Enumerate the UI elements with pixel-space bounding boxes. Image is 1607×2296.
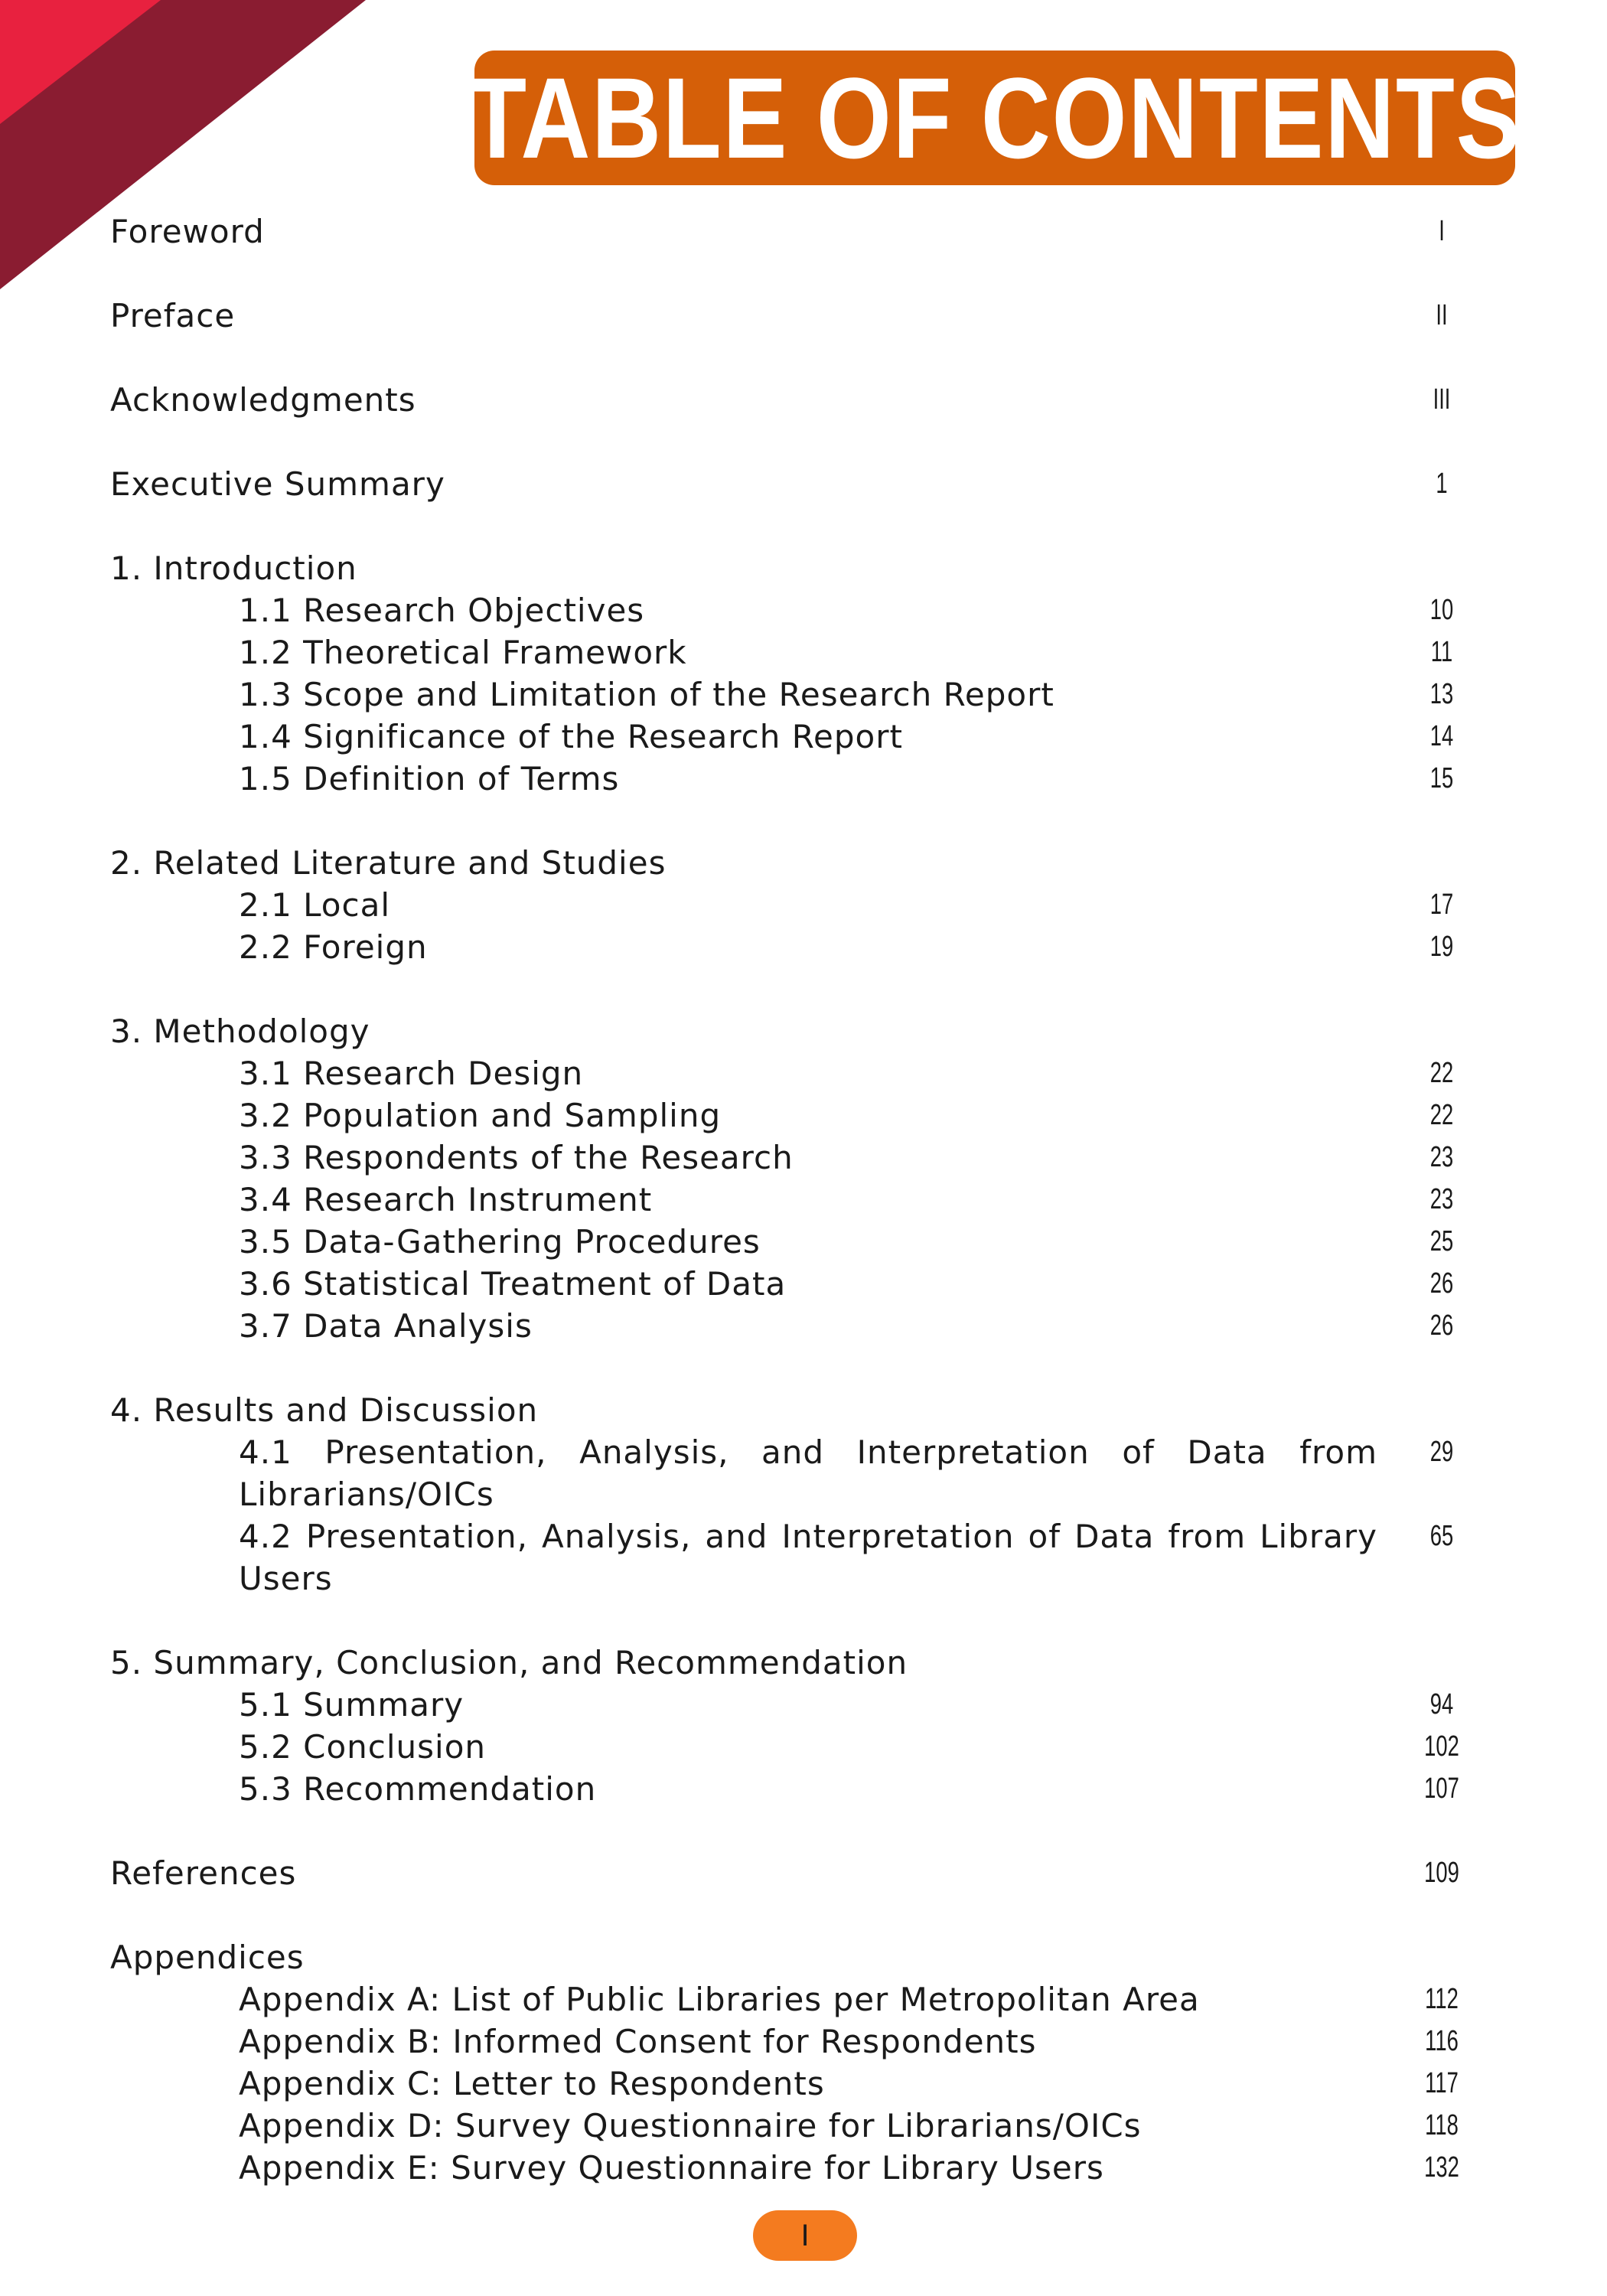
toc-subentry[interactable] [110, 673, 1488, 719]
toc-entry-label: 3.7 Data Analysis [239, 1307, 533, 1345]
toc-entry-label: 2.2 Foreign [239, 928, 428, 966]
toc-entry[interactable] [110, 1389, 1488, 1435]
toc-entry-label: 1. Introduction [110, 550, 357, 587]
toc-subentry[interactable] [110, 589, 1488, 635]
toc-entry-label: 5.3 Recommendation [239, 1770, 597, 1808]
toc-subentry[interactable] [110, 1978, 1488, 2024]
toc-entry-label: Appendices [110, 1939, 305, 1976]
toc-entry-label: 3.1 Research Design [239, 1055, 584, 1092]
toc-page-number: 1 [1436, 468, 1448, 500]
toc-entry-label: Appendix A: List of Public Libraries per Metropolitan Area [239, 1981, 1200, 2018]
toc-entry[interactable] [110, 379, 1488, 425]
toc-page-number: 14 [1429, 720, 1454, 752]
toc-page-number: I [1439, 215, 1445, 247]
toc-page-number: 10 [1429, 594, 1454, 626]
toc-subentry[interactable] [110, 1726, 1488, 1772]
toc-subentry[interactable] [110, 716, 1488, 762]
toc-subentry[interactable] [110, 2147, 1488, 2193]
toc-entry-label: 5.1 Summary [239, 1686, 464, 1724]
toc-page-number: 23 [1429, 1183, 1454, 1215]
toc-subentry[interactable] [110, 1515, 1488, 1600]
toc-page-number: 26 [1429, 1267, 1454, 1300]
toc-subentry[interactable] [110, 2063, 1488, 2108]
toc-entry-label: Executive Summary [110, 465, 445, 503]
toc-page-number: 25 [1429, 1225, 1454, 1257]
toc-entry-label: 5. Summary, Conclusion, and Recommendation [110, 1644, 908, 1681]
toc-entry[interactable] [110, 463, 1488, 509]
toc-entry[interactable] [110, 295, 1488, 341]
toc-entry-label: Acknowledgments [110, 381, 416, 419]
toc-subentry[interactable] [110, 1263, 1488, 1309]
toc-entry[interactable] [110, 1852, 1488, 1898]
toc-entry-label: 4. Results and Discussion [110, 1391, 539, 1429]
toc-page-number: 117 [1425, 2067, 1459, 2099]
toc-subentry[interactable] [110, 1431, 1488, 1515]
toc-subentry[interactable] [110, 631, 1488, 677]
toc-entry-label: 2.1 Local [239, 886, 390, 924]
toc-entry-label: Appendix D: Survey Questionnaire for Librarians/OICs [239, 2107, 1142, 2144]
toc-entry[interactable] [110, 210, 1488, 256]
toc-page-number: 112 [1425, 1983, 1459, 2015]
toc-entry-label: 3. Methodology [110, 1013, 370, 1050]
toc-subentry[interactable] [110, 1179, 1488, 1225]
toc-entry-label: 4.1 Presentation, Analysis, and Interpretation of Data from Librarians/OICs [239, 1433, 1377, 1513]
toc-page-number: 29 [1429, 1436, 1454, 1468]
toc-entry[interactable] [110, 842, 1488, 888]
toc-page-number: 65 [1429, 1520, 1454, 1552]
toc-page-number: 19 [1429, 931, 1454, 963]
toc-entry-label: 1.4 Significance of the Research Report [239, 718, 903, 755]
toc-entry-label: Appendix E: Survey Questionnaire for Library Users [239, 2149, 1104, 2187]
toc-entry-label: 3.3 Respondents of the Research [239, 1139, 794, 1176]
toc-entry-label: References [110, 1854, 297, 1892]
toc-subentry[interactable] [110, 884, 1488, 930]
toc-entry-label: 1.3 Scope and Limitation of the Research Report [239, 676, 1054, 713]
toc-page-number: 22 [1429, 1057, 1454, 1089]
toc-entry-label: 1.5 Definition of Terms [239, 760, 620, 797]
toc-page-number: 23 [1429, 1141, 1454, 1173]
page-title: TABLE OF CONTENTS [468, 54, 1522, 182]
toc-page-number: 11 [1430, 636, 1453, 668]
toc-page-number: II [1436, 299, 1448, 331]
toc-page-number: 17 [1429, 889, 1454, 921]
toc-page-number: 102 [1424, 1730, 1459, 1763]
toc-entry-label: 3.4 Research Instrument [239, 1181, 653, 1218]
toc-page-number: 26 [1429, 1309, 1454, 1342]
toc-page-number: 132 [1424, 2151, 1459, 2183]
toc-subentry[interactable] [110, 1768, 1488, 1814]
toc-entry-label: 3.6 Statistical Treatment of Data [239, 1265, 787, 1303]
toc-entry-label: Preface [110, 297, 236, 334]
toc-page-number: 109 [1424, 1857, 1459, 1889]
toc-subentry[interactable] [110, 1052, 1488, 1098]
toc-entry-label: 4.2 Presentation, Analysis, and Interpretation of Data from Library Users [239, 1518, 1377, 1597]
toc-page-number: 15 [1429, 762, 1454, 794]
toc-page-number: 94 [1429, 1688, 1454, 1720]
toc-entry-label: Foreword [110, 213, 265, 250]
toc-subentry[interactable] [110, 1221, 1488, 1267]
toc-entry-label: 1.1 Research Objectives [239, 592, 645, 629]
toc-entry[interactable] [110, 1010, 1488, 1056]
toc-entry-label: 1.2 Theoretical Framework [239, 634, 687, 671]
page-number-badge: I [753, 2210, 857, 2261]
toc-entry-label: Appendix C: Letter to Respondents [239, 2065, 825, 2102]
toc-page-number: 22 [1429, 1099, 1454, 1131]
toc-page-number: 118 [1425, 2109, 1459, 2141]
toc-page-number: 13 [1429, 678, 1454, 710]
toc-subentry[interactable] [110, 758, 1488, 804]
toc-subentry[interactable] [110, 1305, 1488, 1351]
toc-subentry[interactable] [110, 1094, 1488, 1140]
toc-page-number: III [1433, 383, 1451, 416]
toc-entry-label: 5.2 Conclusion [239, 1728, 487, 1766]
toc-page-number: 116 [1425, 2025, 1459, 2057]
toc-entry-label: 3.2 Population and Sampling [239, 1097, 722, 1134]
toc-entry[interactable] [110, 1936, 1488, 1982]
toc-subentry[interactable] [110, 926, 1488, 972]
toc-subentry[interactable] [110, 2105, 1488, 2151]
toc-entry-label: Appendix B: Informed Consent for Respondents [239, 2023, 1037, 2060]
toc-entry[interactable] [110, 547, 1488, 593]
toc-entry[interactable] [110, 1642, 1488, 1688]
toc-subentry[interactable] [110, 2020, 1488, 2066]
toc-entry-label: 3.5 Data-Gathering Procedures [239, 1223, 761, 1261]
toc-subentry[interactable] [110, 1137, 1488, 1182]
toc-entry-label: 2. Related Literature and Studies [110, 844, 667, 882]
toc-page-number: 107 [1424, 1773, 1459, 1805]
toc-subentry[interactable] [110, 1684, 1488, 1730]
